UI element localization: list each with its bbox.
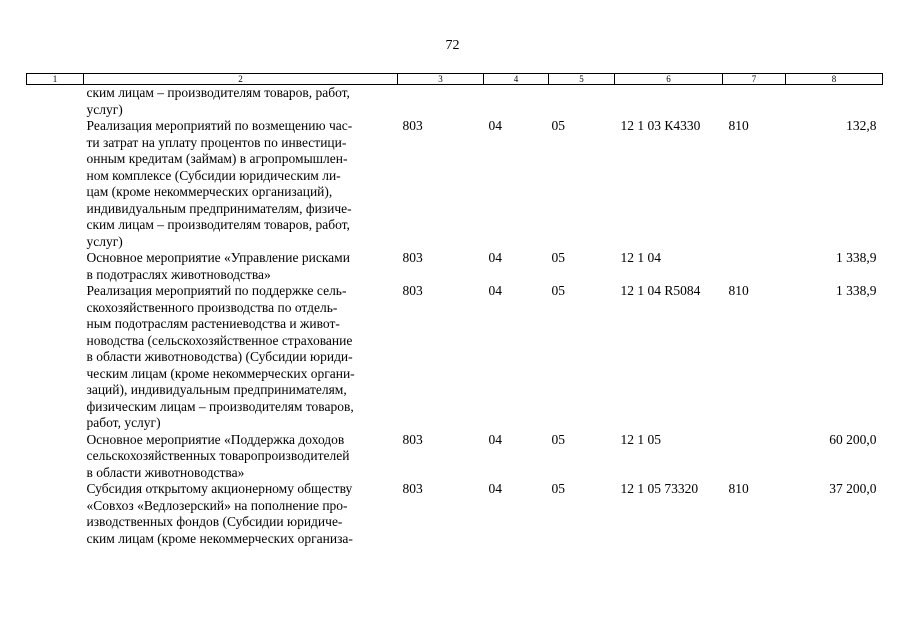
amount-cell: 37 200,0 <box>829 481 877 496</box>
table-row <box>27 283 883 432</box>
target-article-cell: 12 1 04 <box>620 250 661 265</box>
page-number: 72 <box>445 38 460 53</box>
section-cell: 04 <box>488 283 502 298</box>
expense-type-cell <box>723 85 786 119</box>
column-header: 6 <box>615 74 723 85</box>
subsection-cell: 05 <box>551 481 565 496</box>
section-cell: 04 <box>488 250 502 265</box>
admin-code-cell: 803 <box>402 481 423 496</box>
target-article-cell: 12 1 05 73320 <box>620 481 699 496</box>
target-article-cell: 12 1 03 К4330 <box>620 118 701 133</box>
target-article-cell <box>615 85 723 119</box>
table-row <box>27 432 883 482</box>
subsection-cell: 05 <box>551 283 565 298</box>
section-cell <box>484 85 549 119</box>
admin-code-cell: 803 <box>402 431 423 447</box>
row-name-cell: Субсидия открытому акционерному обществу «Совхоз «Ведлозерский» на пополнение про- изводственных фондов (Субсидии юридиче- ским лицам (кроме некоммерческих организа- <box>86 481 353 546</box>
admin-code-cell: 803 <box>402 250 423 265</box>
section-cell: 04 <box>488 481 502 496</box>
row-index-cell <box>27 250 84 283</box>
row-name-cell: Основное мероприятие «Поддержка доходов сельскохозяйственных товаропроизводителей в области животноводства» <box>86 431 350 480</box>
table-row <box>27 118 883 250</box>
subsection-cell <box>549 85 615 119</box>
column-header: 7 <box>723 74 786 85</box>
admin-code-cell <box>398 85 484 119</box>
amount-cell <box>786 85 883 119</box>
row-index-cell <box>27 85 84 119</box>
row-name-cell: ским лицам – производителям товаров, работ, услуг) <box>86 85 350 117</box>
expense-type-cell: 810 <box>728 118 749 133</box>
column-header: 5 <box>549 74 615 85</box>
subsection-cell: 05 <box>551 250 565 265</box>
target-article-cell: 12 1 05 <box>620 431 661 447</box>
expense-type-cell: 810 <box>728 481 749 496</box>
table-row <box>27 481 883 547</box>
table-row <box>27 85 883 119</box>
admin-code-cell: 803 <box>402 283 423 298</box>
row-name-cell: Реализация мероприятий по поддержке сель- скохозяйственного производства по отдель- ным подотраслям растениеводства и живот- новодства (сельскохозяйственное страхование в области животноводства) (Субсидии юриди- ческим лицам (кроме некоммерческих органи- заций), индивидуальным предпринимателям, физическим лицам – производителям товаров, работ, услуг) <box>86 283 355 430</box>
row-name-cell: Основное мероприятие «Управление рисками в подотраслях животноводства» <box>86 250 350 282</box>
target-article-cell: 12 1 04 R5084 <box>620 283 701 298</box>
row-name-cell: Реализация мероприятий по возмещению час- ти затрат на уплату процентов по инвестици- онным кредитам (займам) в агропромышлен- ном комплексе (Субсидии юридическим ли- цам (кроме некоммерческих организаций), индивидуальным предпринимателям, физиче- ским лицам – производителям товаров, работ, услуг) <box>86 118 353 249</box>
table-body <box>27 85 883 548</box>
section-cell: 04 <box>488 118 502 133</box>
expense-type-cell <box>723 432 786 482</box>
amount-cell: 1 338,9 <box>836 283 877 298</box>
section-cell: 04 <box>488 431 502 447</box>
budget-table <box>26 73 883 547</box>
admin-code-cell: 803 <box>402 118 423 133</box>
column-number-header <box>27 74 883 85</box>
subsection-cell: 05 <box>551 431 565 447</box>
row-index-cell <box>27 481 84 547</box>
column-header: 3 <box>398 74 484 85</box>
amount-cell: 132,8 <box>846 118 877 133</box>
expense-type-cell: 810 <box>728 283 749 298</box>
column-header: 1 <box>27 74 84 85</box>
table-row <box>27 250 883 283</box>
amount-cell: 1 338,9 <box>836 250 877 265</box>
row-index-cell <box>27 118 84 250</box>
column-header: 4 <box>484 74 549 85</box>
subsection-cell: 05 <box>551 118 565 133</box>
expense-type-cell <box>723 250 786 283</box>
row-index-cell <box>27 432 84 482</box>
row-index-cell <box>27 283 84 432</box>
header-row <box>27 74 883 85</box>
column-header: 2 <box>84 74 398 85</box>
column-header: 8 <box>786 74 883 85</box>
amount-cell: 60 200,0 <box>829 431 877 447</box>
